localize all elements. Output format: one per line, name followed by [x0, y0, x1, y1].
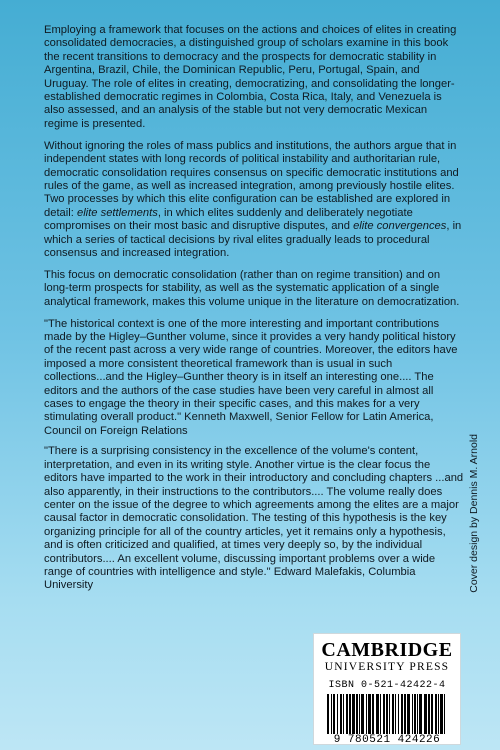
description-paragraph-2: [44, 140, 464, 261]
paragraph-2-text-b: , in which elites suddenly and deliberately negotiate compromises on their most basic and disruptive disputes, and: [44, 206, 413, 233]
term-elite-settlements: elite settlements: [76, 206, 158, 219]
cover-design-credit: Cover design by Dennis M. Arnold: [468, 434, 480, 593]
publisher-barcode-box: [313, 633, 461, 745]
paragraph-2-text-c: , in which a series of tactical decisions by rival elites gradually leads to procedural consensus and increased integration.: [44, 220, 462, 259]
description-paragraph-3: This focus on democratic consolidation (rather than on regime transition) and on long-term prospects for stability, as well as the systematic application of a single analytical framework, makes this volume unique in the literature on democratization.: [44, 268, 460, 308]
review-quote-malefakis: "There is a surprising consistency in the excellence of the volume's content, interpretation, and even in its writing style. Another virtue is the clear focus the editors have imparted to the work in their introductory and concluding chapters ...and also apparently, in their instructions to the contributors.... The volume really does center on the issue of the degree to which agreements among the elites are a major causal factor in democratic consolidation. The testing of this hypothesis is the key organizing principle for all of the country articles, yet it remains only a hypothesis, and is often criticized and qualified, at times very deeply so, by the individual contributors.... An excellent volume, discussing important problems over a wide range of countries with intelligence and style." Edward Malefakis, Columbia University: [44, 445, 464, 592]
barcode-icon: [323, 694, 451, 734]
isbn-label: ISBN 0-521-42422-4: [328, 680, 446, 691]
barcode-digits: 9 780521 424226: [333, 734, 441, 746]
publisher-name: CAMBRIDGE: [321, 639, 453, 661]
back-cover-text: [44, 24, 464, 600]
paragraph-2-text-a: Without ignoring the roles of mass publics and institutions, the authors argue that in independent states with long records of political instability and authoritarian rule, democratic consolidation requires consensus on specific democratic institutions and rules of the game, as well as increased integration, among previously hostile elites. Two processes by which this elite configuration can be established are explored in detail:: [44, 139, 459, 219]
description-paragraph-1: Employing a framework that focuses on the actions and choices of elites in creating consolidated democracies, a distinguished group of scholars examine in this book the recent transitions to democracy and the prospects for democratic stability in Argentina, Brazil, Chile, the Dominican Republic, Peru, Portugal, Spain, and Uruguay. The role of elites in creating, democratizing, and consolidating the longer-established democratic regimes in Colombia, Costa Rica, Italy, and Venezuela is also assessed, and an analysis of the stable but not very democratic Mexican regime is presented.: [44, 24, 457, 130]
publisher-press: UNIVERSITY PRESS: [324, 661, 450, 673]
review-quote-maxwell: "The historical context is one of the more interesting and important contributions made by the Higley–Gunther volume, since it provides a very handy political history of the recent past across a very wide range of countries. Moreover, the editors have imposed a more consistent theoretical framework than is usual in such collections...and the Higley–Gunther theory is in itself an interesting one.... The editors and the authors of the case studies have been very careful in almost all cases to engage the theory in their specific cases, and this makes for a very stimulating overall product." Kenneth Maxwell, Senior Fellow for Latin America, Council on Foreign Relations: [44, 317, 458, 437]
term-elite-convergences: elite convergences: [353, 220, 447, 233]
